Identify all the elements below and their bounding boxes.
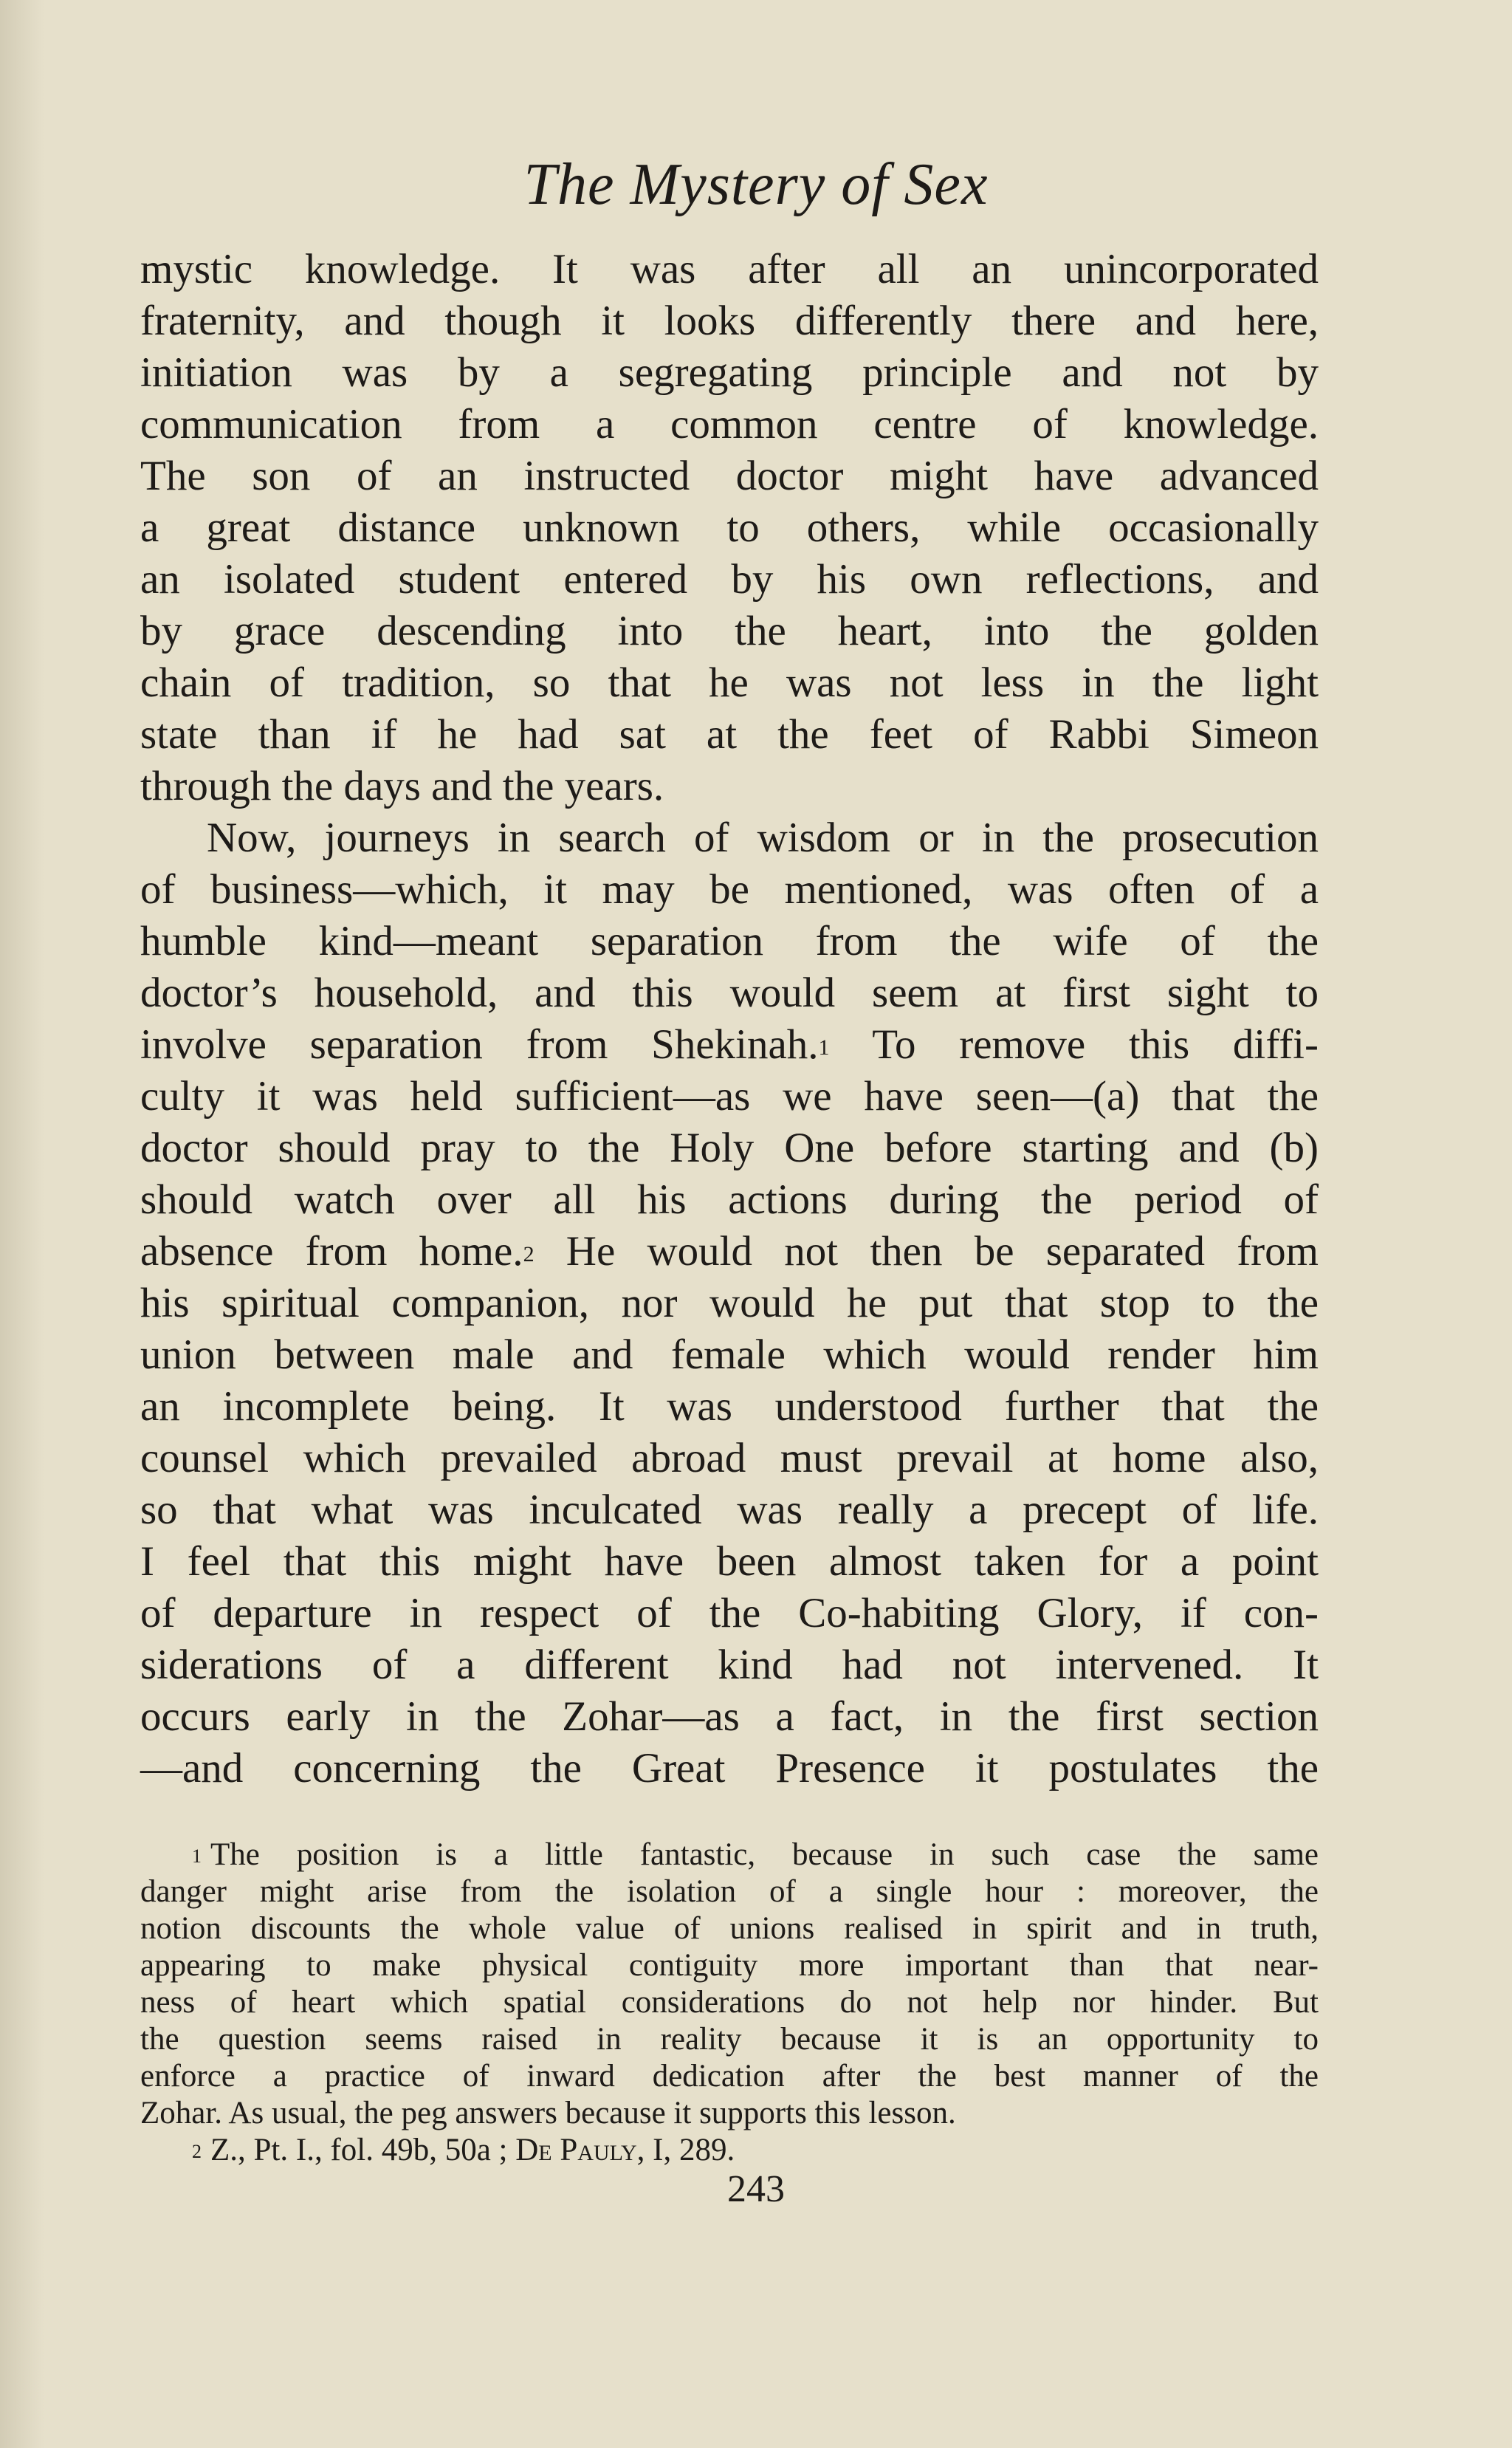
footnote-line: danger might arise from the isolation of a single hour : moreover, the xyxy=(140,1874,1319,1909)
body-line-with-note xyxy=(140,1226,1319,1278)
body-line: doctor should pray to the Holy One before starting and (b) xyxy=(140,1125,1319,1171)
body-line: The son of an instructed doctor might have advanced xyxy=(140,453,1319,499)
footnote-2-citation-end: , I, 289. xyxy=(636,2133,735,2167)
footnote-2-marker: 2 xyxy=(192,2141,202,2162)
body-line: I feel that this might have been almost taken for a point xyxy=(140,1538,1319,1585)
body-line: communication from a common centre of knowledge. xyxy=(140,401,1319,448)
footnote-text: The position is a little fantastic, because in such case the same xyxy=(210,1837,1319,1872)
body-line: occurs early in the Zohar—as a fact, in the first section xyxy=(140,1693,1319,1740)
body-line: doctor’s household, and this would seem at first sight to xyxy=(140,970,1319,1016)
body-line-tail: To remove this diffi- xyxy=(829,1021,1319,1068)
body-line: union between male and female which would render him xyxy=(140,1331,1319,1378)
body-line-with-note xyxy=(140,1019,1319,1071)
body-line: —and concerning the Great Presence it postulates the xyxy=(140,1745,1319,1792)
page-edge-shadow xyxy=(0,0,44,2448)
body-line: his spiritual companion, nor would he put that stop to the xyxy=(140,1280,1319,1326)
body-line-text: absence from home. xyxy=(140,1228,523,1275)
footnote-2 xyxy=(140,2132,1319,2169)
note-reference-2[interactable]: 2 xyxy=(523,1242,535,1266)
body-line: an isolated student entered by his own reflections, and xyxy=(140,556,1319,603)
footnote-line: Zohar. As usual, the peg answers because it supports this lesson. xyxy=(140,2096,956,2130)
body-line: humble kind—meant separation from the wife of the xyxy=(140,918,1319,964)
footnote-line: notion discounts the whole value of unions realised in spirit and in truth, xyxy=(140,1911,1319,1946)
body-line: through the days and the years. xyxy=(140,763,664,809)
body-line: a great distance unknown to others, while occasionally xyxy=(140,504,1319,551)
body-line: by grace descending into the heart, into the golden xyxy=(140,608,1319,654)
footnote-1-first-line xyxy=(140,1837,1319,1873)
footnote-line: appearing to make physical contiguity more important than that near- xyxy=(140,1948,1319,1983)
footnote-1-marker: 1 xyxy=(192,1845,202,1867)
body-line: state than if he had sat at the feet of Rabbi Simeon xyxy=(140,711,1319,758)
body-text xyxy=(140,244,1319,1794)
body-line: siderations of a different kind had not intervened. It xyxy=(140,1642,1319,1688)
body-line: of departure in respect of the Co-habiting Glory, if con- xyxy=(140,1590,1319,1636)
body-line-tail: He would not then be separated from xyxy=(534,1228,1319,1275)
running-head: The Mystery of Sex xyxy=(523,152,989,217)
body-line: an incomplete being. It was understood further that the xyxy=(140,1383,1319,1430)
body-line: Now, journeys in search of wisdom or in the prosecution xyxy=(207,815,1319,861)
footnote-2-citation: Z., Pt. I., fol. 49b, 50a ; xyxy=(210,2133,516,2167)
note-reference-1[interactable]: 1 xyxy=(818,1035,830,1060)
footnote-line: the question seems raised in reality because it is an opportunity to xyxy=(140,2022,1319,2057)
body-line: fraternity, and though it looks differently there and here, xyxy=(140,298,1319,344)
body-line: counsel which prevailed abroad must prevail at home also, xyxy=(140,1435,1319,1481)
body-line: so that what was inculcated was really a precept of life. xyxy=(140,1487,1319,1533)
body-line: chain of tradition, so that he was not less in the light xyxy=(140,659,1319,706)
page-number: 243 xyxy=(727,2168,785,2210)
body-line: mystic knowledge. It was after all an unincorporated xyxy=(140,246,1319,292)
body-line: culty it was held sufficient—as we have seen—(a) that the xyxy=(140,1073,1319,1120)
footnotes xyxy=(140,1837,1319,2169)
body-line: of business—which, it may be mentioned, was often of a xyxy=(140,866,1319,913)
footnote-line: enforce a practice of inward dedication after the best manner of the xyxy=(140,2059,1319,2094)
footnote-line: ness of heart which spatial considerations do not help nor hinder. But xyxy=(140,1985,1319,2020)
body-line: should watch over all his actions during the period of xyxy=(140,1176,1319,1223)
body-line-text: involve separation from Shekinah. xyxy=(140,1021,819,1068)
footnote-2-author: De Pauly xyxy=(515,2133,637,2167)
body-line: initiation was by a segregating principle and not by xyxy=(140,349,1319,396)
